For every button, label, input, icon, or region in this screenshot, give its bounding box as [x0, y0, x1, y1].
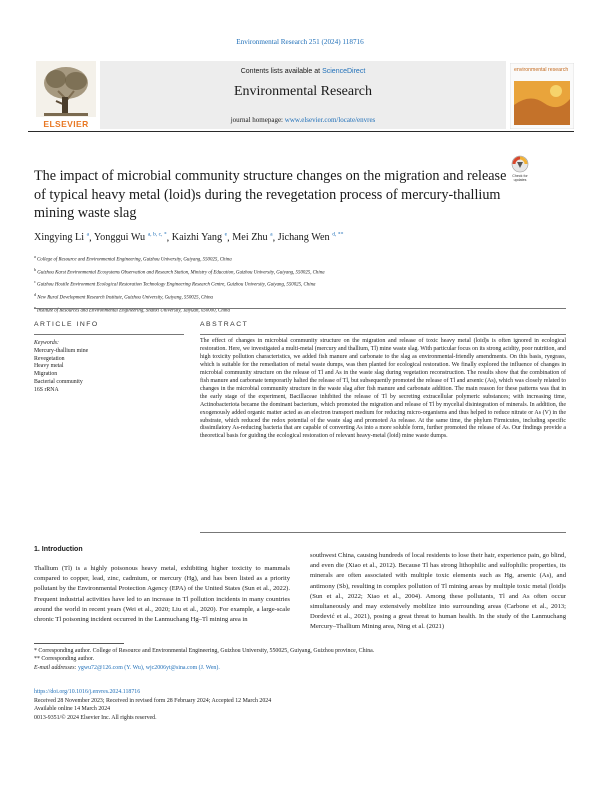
keyword: 16S rRNA [34, 386, 59, 393]
email-addresses[interactable]: ygwu72@126.com (Y. Wu), wjc2006yt@sina.com (J. Wen). [77, 664, 220, 671]
abstract-text: The effect of changes in microbial community structure on the migration and release of toxic heavy metal (loid)s is often ignored in ecological restoration. Here, we investigated a multi-metal (mercury and thallium, Tl) mine waste slag. With particular focus on its strong acidity, poor nutrition, and high toxicity pollution characteristics, we added fish manure and carbonate to the slag as environmental-friendly amendments. On this basis, ryegrass, which is suitable for the remediation of metal waste dumps, was then planted for ecological restoration. We finally explored the influence of changes in microbial community structure on the release of Tl and As in the waste slag during vegetation reconstruction. The results show that the combination of fish manure and carbonate temporarily halted the release of Tl, but subsequently promoted the release of Tl and arsenic (As), which was closely related to changes in the microbial community structure in the waste slag after fish manure and carbonate addition. The main reason for these patterns was that in the early stage of the experiment, Bacillaceae inhibited the release of Tl by secreting extracellular polymeric substances; with increasing time, Actinobacteriota became the dominant bacterium, which promoted the migration and release of Tl by mycelial disintegration of minerals. In addition, the exogenously added organic matter acted as an electron transport medium for reducing micro-organisms and thus helped to reduce nitrate or As (V) in the substrate, which reduced the redox potential of the waste slag and promoted As release. At the same time, the phylum Firmicutes, including specific dissimilatory As-reducing bacteria that are capable of converting As into a more soluble form, further promoted the release of As. Our findings provide a theoretical basis for guiding the ecological restoration of relevant heavy-metal (loid) mine waste dumps. [200, 338, 566, 440]
affiliation: $^c$ Guizhou Hostile Environment Ecological Restoration Technology Engineering Research Centre, Guizhou University, Guiyang, 550025, China [34, 279, 316, 288]
cover-title: environmental research [514, 67, 569, 73]
divider [200, 334, 566, 335]
affiliations [34, 252, 574, 315]
keywords-block [34, 340, 184, 395]
divider [34, 308, 566, 309]
homepage-line [100, 116, 506, 124]
available-online: Available online 14 March 2024 [34, 706, 111, 712]
contents-line [100, 68, 506, 75]
journal-header-box [100, 61, 506, 129]
keyword: Bacterial community [34, 378, 83, 385]
author[interactable]: Kaizhi Yang $^e$ [171, 232, 228, 244]
svg-text:Check for: Check for [512, 174, 528, 178]
keyword: Migration [34, 371, 58, 378]
journal-reference[interactable]: Environmental Research 251 (2024) 118716 [236, 38, 364, 46]
affiliation: $^b$ Guizhou Karst Environmental Ecosystems Observation and Research Station, Ministry of Education, Guizhou University, Guiyang, 550025, China [34, 266, 325, 276]
masthead [28, 61, 574, 132]
svg-text:updates: updates [513, 178, 527, 182]
publisher-name: ELSEVIER [43, 119, 89, 129]
body-column-right: southwest China, causing hundreds of local residents to lose their hair, experience pain, go blind, and even die (Xiao et al., 2012). Because Tl has strong lithophilic and sulfophilic properties, its minerals are often associated with multiple toxic elements such as Hg, arsenic (As), and antimony (Sb), resulting in complex pollution of Tl mining areas by multiple toxic metal (loid)s (Sun et al., 2022; Xiao et al., 2004). Among these pollutants, Tl and As often occur simultaneously and may extensively mobilize into surrounding areas (Carbone et al., 2013; Dordević et al., 2021), posing a great threat to human health. In the study of the Lanmuchang Mercury–Thallium Mining area, Ning et al. (2021) [310, 552, 566, 631]
footnotes [34, 647, 566, 672]
divider [200, 532, 566, 533]
keywords-label: Keywords: [34, 340, 59, 346]
keyword: Heavy metal [34, 363, 64, 370]
journal-cover[interactable] [510, 63, 574, 129]
sciencedirect-link[interactable]: ScienceDirect [322, 68, 366, 75]
affiliation: $^d$ New Rural Development Research Institute, Guizhou University, Guiyang, 550025, China [34, 291, 214, 301]
check-for-updates-icon[interactable] [506, 154, 534, 184]
affiliation: $^e$ Institute of Resources and Environmental Engineering, Shanxi University, Taiyuan, 030000, China [34, 304, 230, 314]
email-line [34, 664, 566, 672]
doi-link[interactable]: https://doi.org/10.1016/j.envres.2024.118716 [34, 689, 141, 695]
article-info-heading: ARTICLE INFO [34, 321, 99, 328]
received-dates: Received 28 November 2023; Received in revised form 28 February 2024; Accepted 12 March 2024 [34, 697, 272, 704]
journal-title: Environmental Research [233, 84, 372, 99]
body-column-left: Thallium (Tl) is a highly poisonous heavy metal, exhibiting higher toxicity to mammals compared to copper, lead, zinc, cadmium, or mercury (Hg), and has been listed as a priority pollutant by the Environmental Protection Agency (EPA) of the United States (Sun et al., 2022). Frequent industrial activities have led to an increase in Tl pollution incidents in many countries around the world in recent years (Wei et al., 2020; Liu et al., 2020). For example, a large-scale chronic Tl poisoning incident occurred in the Lanmuchang Hg–Tl mining area in [34, 565, 290, 624]
homepage-prefix: journal homepage: [230, 116, 284, 124]
homepage-link[interactable]: www.elsevier.com/locate/envres [284, 116, 376, 124]
abstract-heading: ABSTRACT [200, 321, 249, 328]
author[interactable]: Yonggui Wu $^{a, b, c, *}$ [93, 232, 167, 244]
author[interactable]: Mei Zhu $^a$ [232, 232, 273, 244]
corresponding-author-note: * Corresponding author. College of Resource and Environmental Engineering, Guizhou University, 550025, Guiyang, Guizhou province, China. [34, 648, 375, 654]
publication-info [34, 688, 566, 722]
article-title: The impact of microbial community structure changes on the migration and release of typical heavy metal (loid)s during the revegetation process of mercury-thallium mining waste slag [34, 168, 507, 222]
corresponding-author-note: ** Corresponding author. [34, 656, 95, 663]
contents-prefix: Contents lists available at [240, 68, 321, 75]
section-heading-introduction: 1. Introduction [34, 546, 83, 553]
author[interactable]: Jichang Wen $^{d, **}$ [277, 232, 344, 244]
keyword: Revegetation [34, 355, 65, 362]
copyright: 0013-9351/© 2024 Elsevier Inc. All rights reserved. [34, 714, 157, 721]
author[interactable]: Xingying Li $^a$ [34, 232, 90, 244]
keyword: Mercury-thallium mine [34, 347, 89, 354]
affiliation: $^a$ College of Resource and Environmental Engineering, Guizhou University, Guiyang, 550025, China [34, 254, 232, 263]
footnote-rule [34, 643, 124, 644]
email-label: E-mail addresses: [34, 664, 77, 671]
author-list: Xingying Li $^a$, Yonggui Wu $^{a, b, c, *}$, Kaizhi Yang $^e$, Mei Zhu $^a$, Jichang Wen $^{d, **}$ [34, 232, 344, 244]
check-for-updates-graphic [506, 154, 534, 184]
divider [34, 334, 184, 335]
